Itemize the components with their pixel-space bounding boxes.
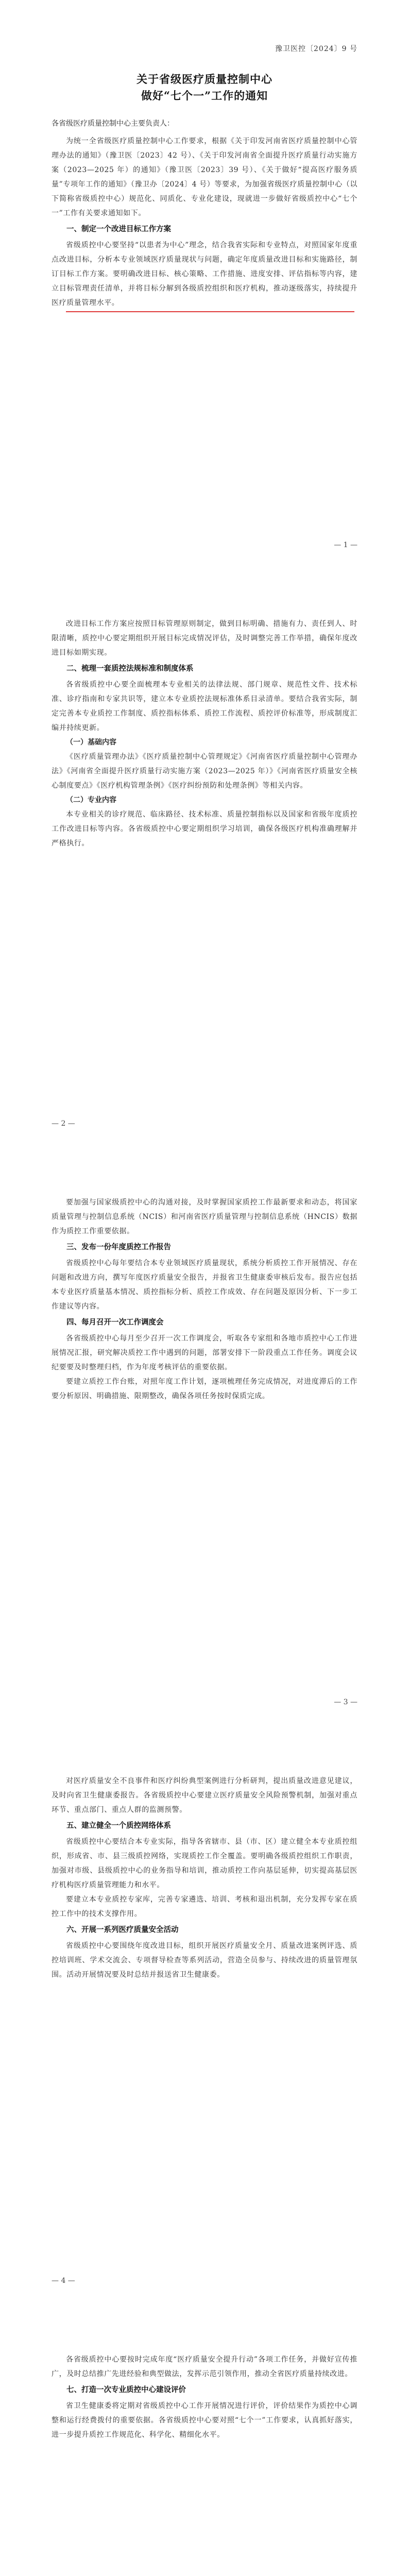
section-6-text: 省级质控中心要围绕年度改进目标，组织开展医疗质量安全月、质量改进案例评选、质控培训班、学术交流会、专项督导检查等系列活动，营造全员参与、持续改进的质量管理氛围。活动开展情况要及时总结并报送省卫生健康委。 [52, 1942, 357, 1979]
section-heading-1: 一、制定一个改进目标工作方案 [66, 225, 171, 233]
paragraph: 对医疗质量安全不良事件和医疗纠纷典型案例进行分析研判，提出质量改进意见建议，及时向省卫生健康委报告。各省级质控中心要建立医疗质量安全风险预警机制，加强对重点环节、重点部门、重点人群的监测预警。 [52, 1777, 357, 1814]
page-number: — 1 — [334, 541, 357, 549]
page-number: — 2 — [52, 1120, 75, 1128]
section-heading-5: 五、建立健全一个质控网络体系 [66, 1822, 171, 1830]
page-1 [0, 0, 409, 579]
page-2 [0, 579, 409, 1157]
salutation: 各省级医疗质量控制中心主要负责人： [52, 120, 174, 128]
page-3 [0, 1157, 409, 1736]
page-5 [0, 2314, 409, 2576]
document-title-line-1: 关于省级医疗质量控制中心 [137, 73, 272, 86]
section-5-text-2: 要建立本专业质控专家库，完善专家遴选、培训、考核和退出机制，充分发挥专家在质控工作中的技术支撑作用。 [52, 1895, 357, 1918]
paragraph: 各省级质控中心要按时完成年度“医疗质量安全提升行动”各项工作任务，并做好宣传推广，及时总结推广先进经验和典型做法，发挥示范引领作用，推动全省医疗质量持续改进。 [52, 2355, 357, 2378]
section-4-text-2: 要建立质控工作台账，对照年度工作计划，逐项梳理任务完成情况，对进度滞后的工作要分析原因、明确措施、限期整改，确保各项任务按时保质完成。 [52, 1378, 357, 1400]
page-number: — 3 — [334, 1698, 357, 1706]
red-divider-line [66, 311, 354, 312]
section-heading-6: 六、开展一系列医疗质量安全活动 [66, 1926, 179, 1934]
section-4-text: 各省级质控中心每月至少召开一次工作调度会，听取各专家组和各地市质控中心工作进展情况汇报，研究解决质控工作中遇到的问题，部署安排下一阶段重点工作任务。调度会议纪要要及时整理归档，作为年度考核评估的重要依据。 [52, 1334, 357, 1371]
section-heading-2: 二、梳理一套质控法规标准和制度体系 [66, 665, 194, 673]
paragraph: 要加强与国家级质控中心的沟通对接，及时掌握国家质控工作最新要求和动态，将国家质量管理与控制信息系统（NCIS）和河南省医疗质量管理与控制信息系统（HNCIS）数据作为质控工作重要依据。 [52, 1198, 357, 1235]
section-7-text: 省卫生健康委将定期对省级质控中心工作开展情况进行评价，评价结果作为质控中心调整和运行经费拨付的重要依据。各省级质控中心要对照“七个一”工作要求，认真抓好落实，进一步提升质控工作规范化、科学化、精细化水平。 [52, 2402, 357, 2439]
section-heading-4: 四、每月召开一次工作调度会 [66, 1318, 164, 1327]
document-title-line-2: 做好“七个一”工作的通知 [141, 89, 268, 102]
section-heading-7: 七、打造一次专业质控中心建设评价 [66, 2386, 186, 2394]
section-heading-3: 三、发布一份年度质控工作报告 [66, 1243, 171, 1251]
page-number: — 4 — [52, 2277, 75, 2285]
subheading-professional: （二）专业内容 [66, 796, 116, 804]
section-1-text: 省级质控中心要坚持“以患者为中心”理念，结合我省实际和专业特点，对照国家年度重点改进目标，分析本专业领域医疗质量现状与问题，确定年度质量改进目标和实施路径，制订目标工作方案。要明确改进目标、核心策略、工作措施、进度安排、评估指标等内容，建立目标管理责任清单，并将目标分解到各级质控组织和医疗机构，推动逐级落实，持续提升医疗质量管理水平。 [52, 241, 357, 307]
section-2-text: 各省级质控中心要全面梳理本专业相关的法律法规、部门规章、规范性文件、技术标准、诊疗指南和专家共识等，建立本专业质控法规标准体系目录清单。要结合我省实际，制定完善本专业质控工作制度、质控指标体系、质控工作流程、质控评价标准等，形成制度汇编并持续更新。 [52, 681, 357, 732]
professional-content-text: 本专业相关的诊疗规范、临床路径、技术标准、质量控制指标以及国家和省级年度质控工作改进目标等内容。各省级质控中心要定期组织学习培训，确保各级医疗机构准确理解并严格执行。 [52, 810, 357, 848]
subheading-basic: （一）基础内容 [66, 738, 116, 747]
section-3-text: 省级质控中心每年要结合本专业领域医疗质量现状，系统分析质控工作开展情况、存在问题和改进方向，撰写年度医疗质量安全报告，并报省卫生健康委审核后发布。报告应包括本专业医疗质量基本情况、质控指标分析、质控工作成效、存在问题及原因分析、下一步工作建议等内容。 [52, 1259, 357, 1311]
paragraph: 改进目标工作方案应按照目标管理原则制定，做到目标明确、措施有力、责任到人、时限清晰，质控中心要定期组织开展目标完成情况评估，及时调整完善工作举措，确保年度改进目标如期实现。 [52, 620, 357, 657]
section-5-text: 省级质控中心要结合本专业实际，指导各省辖市、县（市、区）建立健全本专业质控组织，形成省、市、县三级质控网络，实现质控工作全覆盖。要明确各级质控组织工作职责，加强对市级、县级质控中心的业务指导和培训，推动质控工作向基层延伸，切实提高基层医疗机构医疗质量管理能力和水平。 [52, 1838, 357, 1889]
basic-content-text: 《医疗质量管理办法》《医疗质量控制中心管理规定》《河南省医疗质量控制中心管理办法》《河南省全面提升医疗质量行动实施方案（2023—2025 年）》《河南省医疗质量安全核心制度要点》《医疗机构管理条例》《医疗纠纷预防和处理条例》等相关内容。 [52, 753, 357, 790]
document-number: 豫卫医控〔2024〕9 号 [275, 45, 357, 53]
intro-paragraph: 为统一全省级医疗质量控制中心工作要求，根据《关于印发河南省医疗质量控制中心管理办法的通知》（豫卫医〔2023〕42 号）、《关于印发河南省全面提升医疗质量行动实施方案（2023—2025 年）的通知》（豫卫医〔2023〕39 号）、《关于做好“提高医疗服务质量”专项年工作的通知》（豫卫办〔2024〕4 号）等要求，为加强省级医疗质量控制中心（以下简称省级质控中心）规范化、同质化、专业化建设，现就进一步做好省级质控中心“七个一”工作有关要求通知如下。 [52, 137, 357, 217]
page-4 [0, 1736, 409, 2314]
